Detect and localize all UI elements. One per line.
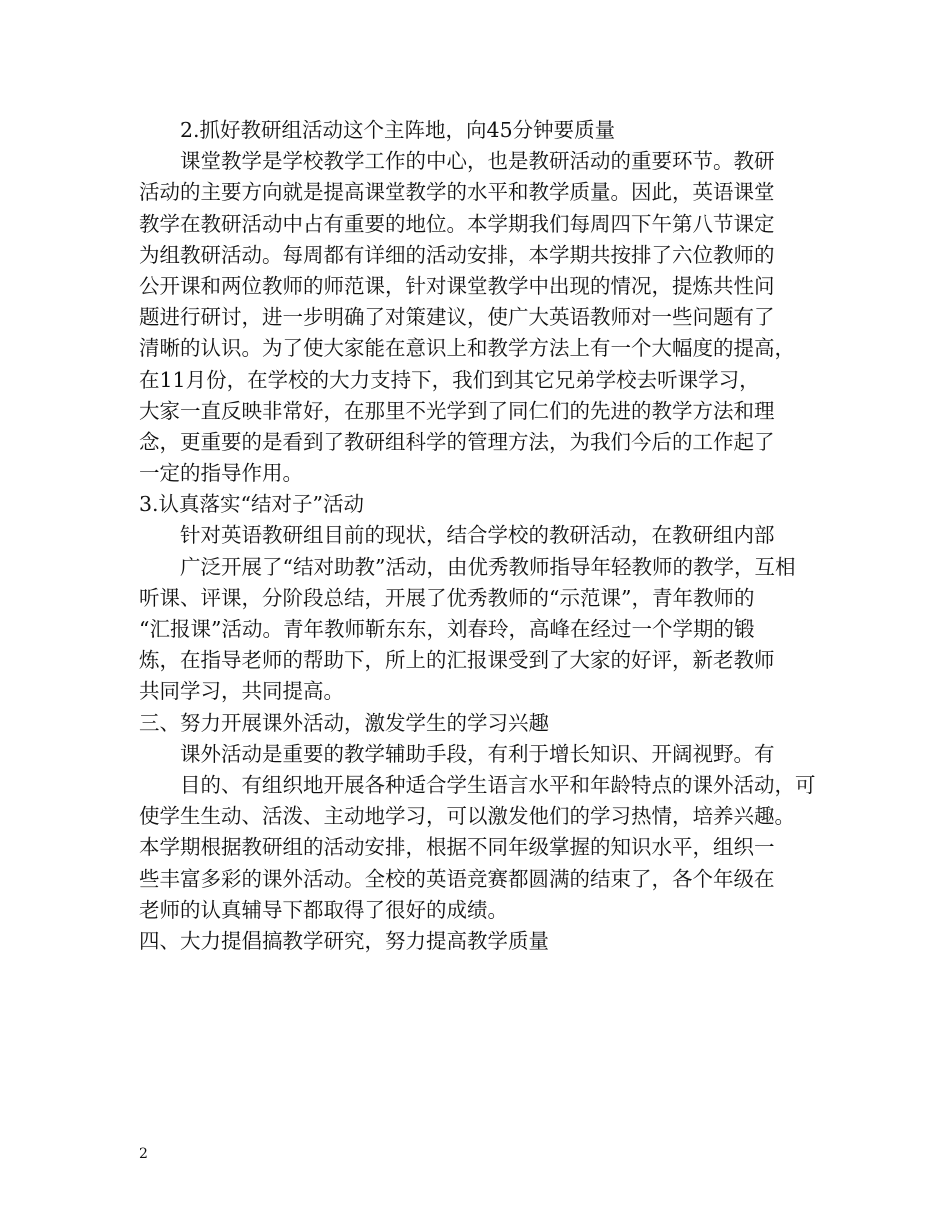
paragraph-line: 炼，在指导老师的帮助下，所上的汇报课受到了大家的好评，新老教师: [139, 648, 775, 673]
section-heading: [139, 957, 821, 988]
paragraph-line: 在11月份，在学校的大力支持下，我们到其它兄弟学校去听课学习，: [139, 367, 760, 392]
section-heading: 2.抓好教研组活动这个主阵地，向45分钟要质量: [180, 118, 616, 142]
paragraph-line: 三、努力开展课外活动，激发学生的学习兴趣: [139, 710, 549, 735]
paragraph-line: 念，更重要的是看到了教研组科学的管理方法，为我们今后的工作起了: [139, 429, 775, 454]
paragraph-line: 题进行研讨，进一步明确了对策建议，使广大英语教师对一些问题有了: [139, 305, 775, 330]
paragraph-line: 共同学习，共同提高。: [139, 679, 344, 704]
paragraph-line: 活动的主要方向就是提高课堂教学的水平和教学质量。因此，英语课堂: [139, 180, 775, 205]
paragraph-line: 3.认真落实“结对子”活动: [139, 492, 365, 517]
paragraph-line: 教学在教研活动中占有重要的地位。本学期我们每周四下午第八节课定: [139, 211, 775, 236]
paragraph-line: 广泛开展了“结对助教”活动，由优秀教师指导年轻教师的教学，互相: [180, 554, 796, 579]
paragraph-line: 大家一直反映非常好，在那里不光学到了同仁们的先进的教学方法和理: [139, 398, 775, 423]
paragraph-line: 本学期根据教研组的活动安排，根据不同年级掌握的知识水平，组织一: [139, 835, 775, 860]
paragraph-line: 使学生生动、活泼、主动地学习，可以激发他们的学习热情，培养兴趣。: [139, 804, 795, 829]
page-number: 2: [139, 1146, 148, 1162]
paragraph-line: 四、大力提倡搞教学研究，努力提高教学质量: [139, 928, 549, 953]
paragraph-line: 一定的指导作用。: [139, 461, 303, 486]
paragraph-line: 课堂教学是学校教学工作的中心，也是教研活动的重要环节。教研: [180, 149, 775, 174]
section-heading: 针对英语教研组目前的现状，结合学校的教研活动，在教研组内部: [180, 523, 775, 548]
paragraph-line: 些丰富多彩的课外活动。全校的英语竞赛都圆满的结束了，各个年级在: [139, 866, 775, 891]
section-heading: 课外活动是重要的教学辅助手段，有利于增长知识、开阔视野。有: [180, 741, 775, 766]
paragraph-line: 公开课和两位教师的师范课，针对课堂教学中出现的情况，提炼共性问: [139, 273, 775, 298]
paragraph-line: 老师的认真辅导下都取得了很好的成绩。: [139, 897, 508, 922]
paragraph-line: “汇报课”活动。青年教师靳东东，刘春玲，高峰在经过一个学期的锻: [139, 617, 755, 641]
paragraph-line: 目的、有组织地开展各种适合学生语言水平和年龄特点的课外活动，可: [180, 772, 816, 797]
paragraph-line: 清晰的认识。为了使大家能在意识上和教学方法上有一个大幅度的提高，: [139, 336, 795, 361]
paragraph-line: 听课、评课，分阶段总结，开展了优秀教师的“示范课”，青年教师的: [139, 585, 755, 610]
document-body: [139, 115, 821, 988]
paragraph-line: 为组教研活动。每周都有详细的活动安排，本学期共按排了六位教师的: [139, 242, 775, 267]
